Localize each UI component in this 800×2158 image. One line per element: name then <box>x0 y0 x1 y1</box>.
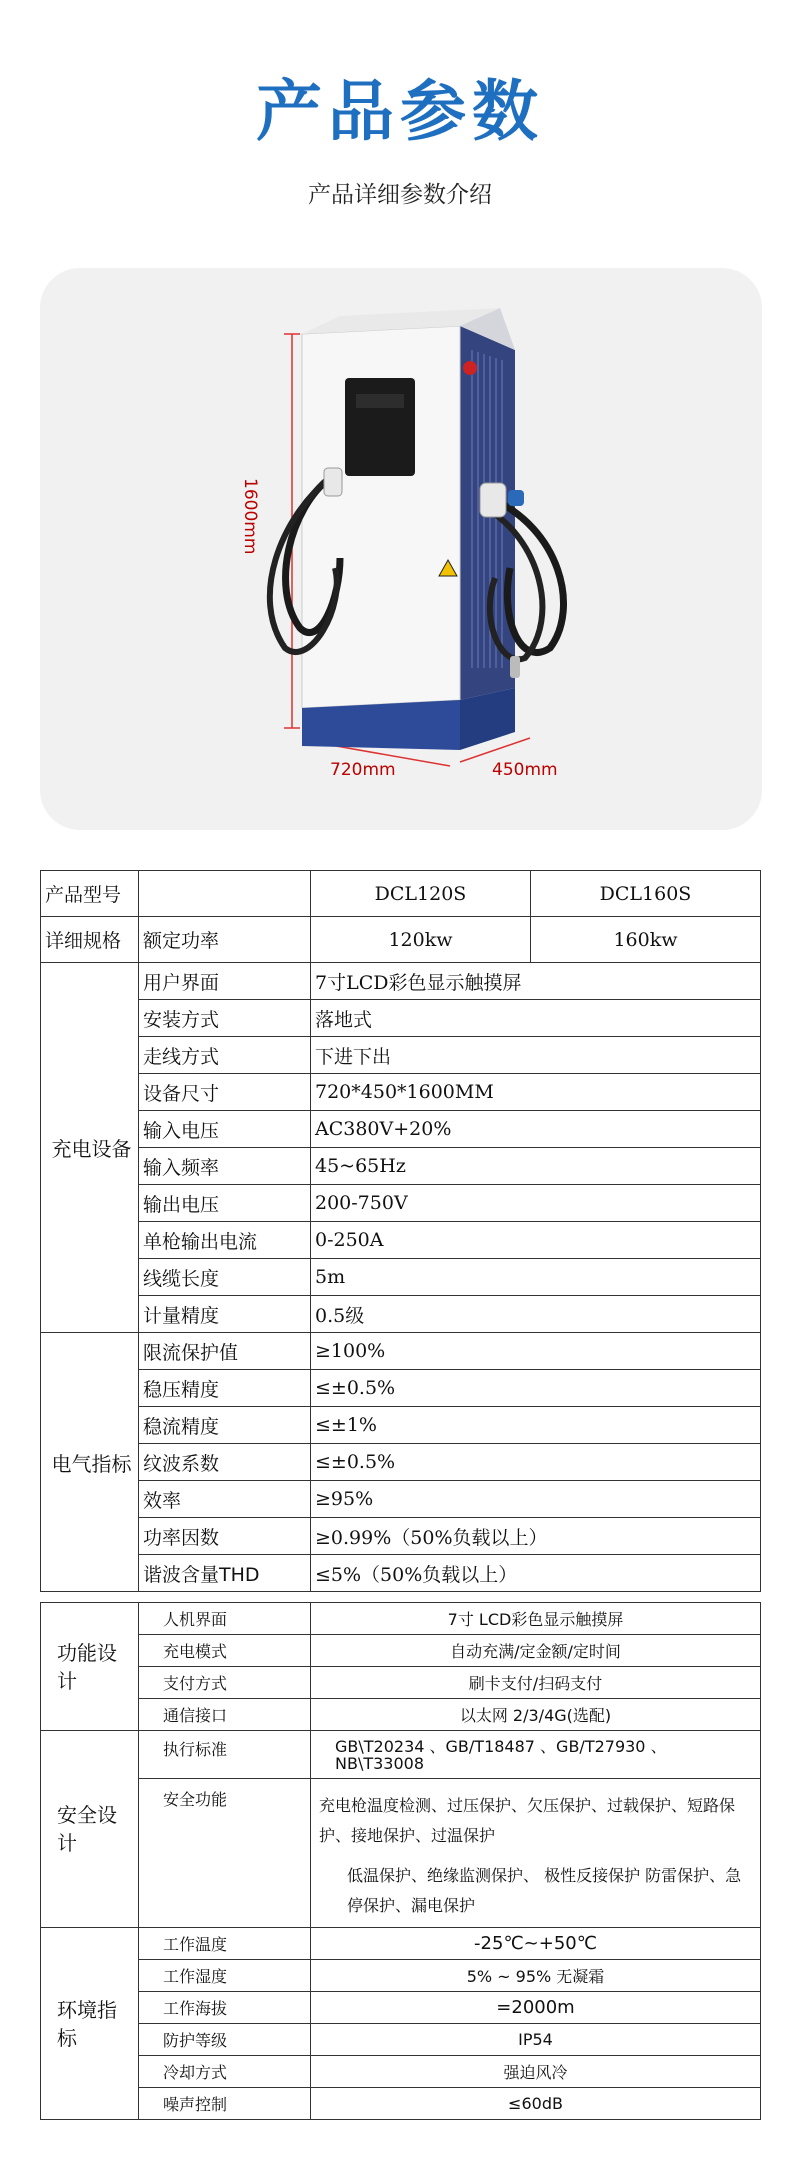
row-value: 7寸LCD彩色显示触摸屏 <box>311 963 761 1000</box>
row-value: 7寸 LCD彩色显示触摸屏 <box>311 1603 761 1635</box>
table-row <box>41 1222 761 1259</box>
row-value: ≤±0.5% <box>311 1444 761 1481</box>
row-label: 防护等级 <box>139 2024 311 2056</box>
table-row <box>41 1635 761 1667</box>
table-row <box>41 2024 761 2056</box>
product-image-panel <box>40 268 762 830</box>
table-row <box>41 1185 761 1222</box>
table-row <box>41 1333 761 1370</box>
table-row <box>41 1074 761 1111</box>
safety-functions-text-2: 低温保护、绝缘监测保护、 极性反接保护 防雷保护、急停保护、漏电保护 <box>347 1866 742 1915</box>
table-cell <box>139 871 311 917</box>
row-value: 刷卡支付/扫码支付 <box>311 1667 761 1699</box>
table-row <box>41 917 761 963</box>
table-cell: 详细规格 <box>41 917 139 963</box>
row-label: 效率 <box>139 1481 311 1518</box>
table-row <box>41 1259 761 1296</box>
row-label: 输出电压 <box>139 1185 311 1222</box>
table-row <box>41 1111 761 1148</box>
row-value: ≥95% <box>311 1481 761 1518</box>
row-label: 设备尺寸 <box>139 1074 311 1111</box>
row-value: 0-250A <box>311 1222 761 1259</box>
table-cell: DCL120S <box>311 871 531 917</box>
row-value: 强迫风冷 <box>311 2056 761 2088</box>
row-value: ≥100% <box>311 1333 761 1370</box>
row-label: 工作温度 <box>139 1928 311 1960</box>
row-label: 稳压精度 <box>139 1370 311 1407</box>
table-row <box>41 1407 761 1444</box>
row-label: 用户界面 <box>139 963 311 1000</box>
row-label: 冷却方式 <box>139 2056 311 2088</box>
row-value: 落地式 <box>311 1000 761 1037</box>
table-row <box>41 1928 761 1960</box>
page-subtitle: 产品详细参数介绍 <box>308 182 492 208</box>
row-label: 谐波含量THD <box>139 1555 311 1592</box>
table-row <box>41 871 761 917</box>
row-value: 200-750V <box>311 1185 761 1222</box>
height-dimension-label: 1600mm <box>240 478 260 555</box>
table-row <box>41 963 761 1000</box>
row-value: =2000m <box>311 1992 761 2024</box>
row-label: 充电模式 <box>139 1635 311 1667</box>
row-value: 45~65Hz <box>311 1148 761 1185</box>
row-label: 纹波系数 <box>139 1444 311 1481</box>
row-value: IP54 <box>311 2024 761 2056</box>
depth-dimension-label: 450mm <box>492 760 558 780</box>
table-row <box>41 1481 761 1518</box>
table-row <box>41 1699 761 1731</box>
group-label: 功能设计 <box>41 1603 139 1731</box>
safety-functions-cell <box>311 1779 761 1928</box>
table-row <box>41 1148 761 1185</box>
row-value: ≤±0.5% <box>311 1370 761 1407</box>
row-value: AC380V+20% <box>311 1111 761 1148</box>
row-label: 噪声控制 <box>139 2088 311 2120</box>
row-value: ≤5%（50%负载以上） <box>311 1555 761 1592</box>
width-dimension-label: 720mm <box>330 760 396 780</box>
table-row <box>41 1779 761 1928</box>
group-label: 环境指标 <box>41 1928 139 2120</box>
table-row <box>41 2056 761 2088</box>
charger-illustration <box>40 268 762 830</box>
table-cell: 产品型号 <box>41 871 139 917</box>
row-label: 安全功能 <box>139 1779 311 1928</box>
row-value: 5% ~ 95% 无凝霜 <box>311 1960 761 1992</box>
row-label: 输入电压 <box>139 1111 311 1148</box>
table-row <box>41 1037 761 1074</box>
row-label: 通信接口 <box>139 1699 311 1731</box>
row-label: 安装方式 <box>139 1000 311 1037</box>
spec-table-secondary <box>40 1602 761 2120</box>
row-label: 功率因数 <box>139 1518 311 1555</box>
row-label: 工作湿度 <box>139 1960 311 1992</box>
table-cell: 160kw <box>531 917 761 963</box>
group-label: 充电设备 <box>41 963 139 1333</box>
row-value: 以太网 2/3/4G(选配) <box>311 1699 761 1731</box>
row-label: 支付方式 <box>139 1667 311 1699</box>
row-value: ≤60dB <box>311 2088 761 2120</box>
group-label: 安全设计 <box>41 1731 139 1928</box>
row-value: ≤±1% <box>311 1407 761 1444</box>
table-cell: 额定功率 <box>139 917 311 963</box>
table-row <box>41 1370 761 1407</box>
row-label: 计量精度 <box>139 1296 311 1333</box>
row-value: -25℃~+50℃ <box>311 1928 761 1960</box>
table-row <box>41 1518 761 1555</box>
row-label: 限流保护值 <box>139 1333 311 1370</box>
row-label: 走线方式 <box>139 1037 311 1074</box>
table-cell: 120kw <box>311 917 531 963</box>
group-label: 电气指标 <box>41 1333 139 1592</box>
table-row <box>41 1603 761 1635</box>
row-label: 人机界面 <box>139 1603 311 1635</box>
table-cell: DCL160S <box>531 871 761 917</box>
table-row <box>41 1444 761 1481</box>
spec-table <box>40 870 761 1592</box>
row-label: 工作海拔 <box>139 1992 311 2024</box>
row-value: 下进下出 <box>311 1037 761 1074</box>
row-label: 单枪输出电流 <box>139 1222 311 1259</box>
row-label: 执行标准 <box>139 1731 311 1779</box>
row-label: 稳流精度 <box>139 1407 311 1444</box>
row-value: GB\T20234 、GB/T18487 、GB/T27930 、NB\T33008 <box>311 1731 761 1779</box>
row-value: ≥0.99%（50%负载以上） <box>311 1518 761 1555</box>
row-value: 0.5级 <box>311 1296 761 1333</box>
table-row <box>41 1296 761 1333</box>
table-row <box>41 1960 761 1992</box>
row-value: 720*450*1600MM <box>311 1074 761 1111</box>
table-row <box>41 1992 761 2024</box>
safety-functions-text-1: 充电枪温度检测、过压保护、欠压保护、过载保护、短路保护、接地保护、过温保护 <box>319 1796 736 1845</box>
row-label: 输入频率 <box>139 1148 311 1185</box>
table-row <box>41 1000 761 1037</box>
table-row <box>41 1555 761 1592</box>
row-value: 5m <box>311 1259 761 1296</box>
row-value: 自动充满/定金额/定时间 <box>311 1635 761 1667</box>
table-row <box>41 2088 761 2120</box>
table-row <box>41 1731 761 1779</box>
table-row <box>41 1667 761 1699</box>
page-title: 产品参数 <box>256 73 544 150</box>
row-label: 线缆长度 <box>139 1259 311 1296</box>
